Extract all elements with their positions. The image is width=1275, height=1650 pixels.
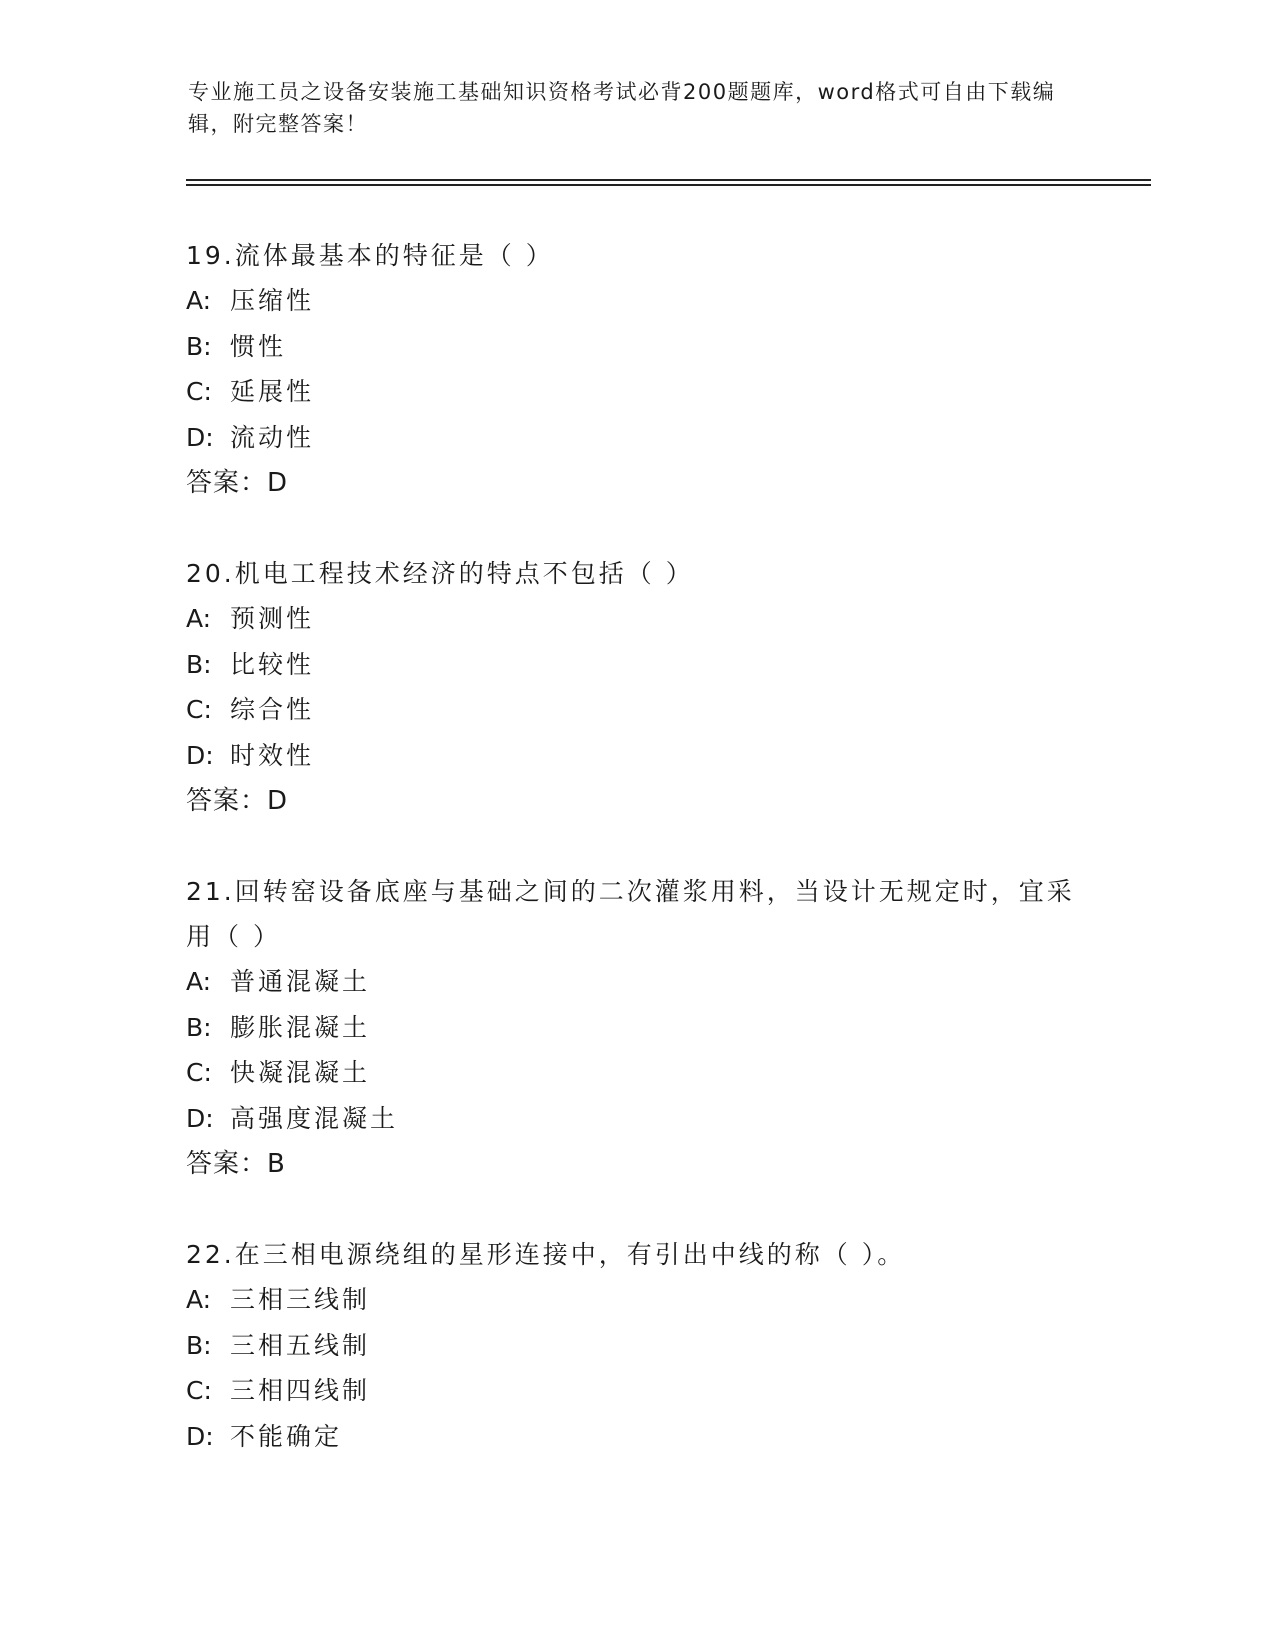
question-22 xyxy=(186,1232,1086,1459)
question-20 xyxy=(186,551,1086,824)
option-letter: D: xyxy=(186,422,214,452)
option-text: 综合性 xyxy=(230,695,315,724)
option-text: 高强度混凝土 xyxy=(230,1103,399,1133)
option-d xyxy=(186,733,1086,779)
answer-line: 答案：D xyxy=(186,468,289,498)
option-text: 普通混凝土 xyxy=(230,967,371,996)
option-c xyxy=(186,369,1086,415)
option-letter: D: xyxy=(186,1421,214,1451)
option-letter: A: xyxy=(186,604,212,633)
option-b xyxy=(186,642,1086,688)
question-stem: 22.在三相电源绕组的星形连接中，有引出中线的称（ ）。 xyxy=(186,1240,906,1269)
option-text: 流动性 xyxy=(230,422,315,452)
option-b xyxy=(186,1005,1086,1051)
option-letter: C: xyxy=(186,1058,212,1087)
option-text: 三相三线制 xyxy=(230,1285,371,1314)
option-b xyxy=(186,1323,1086,1369)
option-a xyxy=(186,959,1086,1005)
question-stem: 20.机电工程技术经济的特点不包括（ ） xyxy=(186,559,694,588)
option-letter: D: xyxy=(186,1103,214,1133)
option-c xyxy=(186,687,1086,733)
option-c xyxy=(186,1050,1086,1096)
option-text: 延展性 xyxy=(230,377,315,406)
option-letter: B: xyxy=(186,1012,212,1042)
option-text: 膨胀混凝土 xyxy=(230,1012,371,1042)
option-text: 快凝混凝土 xyxy=(230,1058,371,1087)
option-d xyxy=(186,1414,1086,1460)
option-text: 比较性 xyxy=(230,649,315,679)
document-header-title: 专业施工员之设备安装施工基础知识资格考试必背200题题库，word格式可自由下载编辑，附完整答案！ xyxy=(188,80,1056,136)
header-divider-top xyxy=(186,179,1151,181)
question-19 xyxy=(186,233,1086,506)
option-text: 时效性 xyxy=(230,740,315,770)
option-d xyxy=(186,415,1086,461)
option-text: 三相四线制 xyxy=(230,1376,371,1405)
option-letter: B: xyxy=(186,649,212,679)
option-letter: C: xyxy=(186,1376,212,1405)
option-text: 惯性 xyxy=(230,331,287,361)
option-text: 不能确定 xyxy=(230,1421,343,1451)
option-d xyxy=(186,1096,1086,1142)
answer-line: 答案：D xyxy=(186,786,289,816)
option-a xyxy=(186,1277,1086,1323)
option-letter: A: xyxy=(186,967,212,996)
option-text: 三相五线制 xyxy=(230,1330,371,1360)
option-letter: A: xyxy=(186,286,212,315)
option-letter: D: xyxy=(186,740,214,770)
option-letter: C: xyxy=(186,695,212,724)
answer-line: 答案：B xyxy=(186,1149,286,1179)
option-c xyxy=(186,1368,1086,1414)
option-a xyxy=(186,278,1086,324)
option-text: 预测性 xyxy=(230,604,315,633)
question-stem: 21.回转窑设备底座与基础之间的二次灌浆用料，当设计无规定时，宜采用（ ） xyxy=(186,877,1075,951)
option-text: 压缩性 xyxy=(230,286,315,315)
option-letter: C: xyxy=(186,377,212,406)
question-stem: 19.流体最基本的特征是（ ） xyxy=(186,241,554,270)
header-divider-bottom xyxy=(186,184,1151,186)
question-21 xyxy=(186,869,1086,1187)
option-letter: B: xyxy=(186,331,212,361)
option-a xyxy=(186,596,1086,642)
option-letter: A: xyxy=(186,1285,212,1314)
option-letter: B: xyxy=(186,1330,212,1360)
option-b xyxy=(186,324,1086,370)
